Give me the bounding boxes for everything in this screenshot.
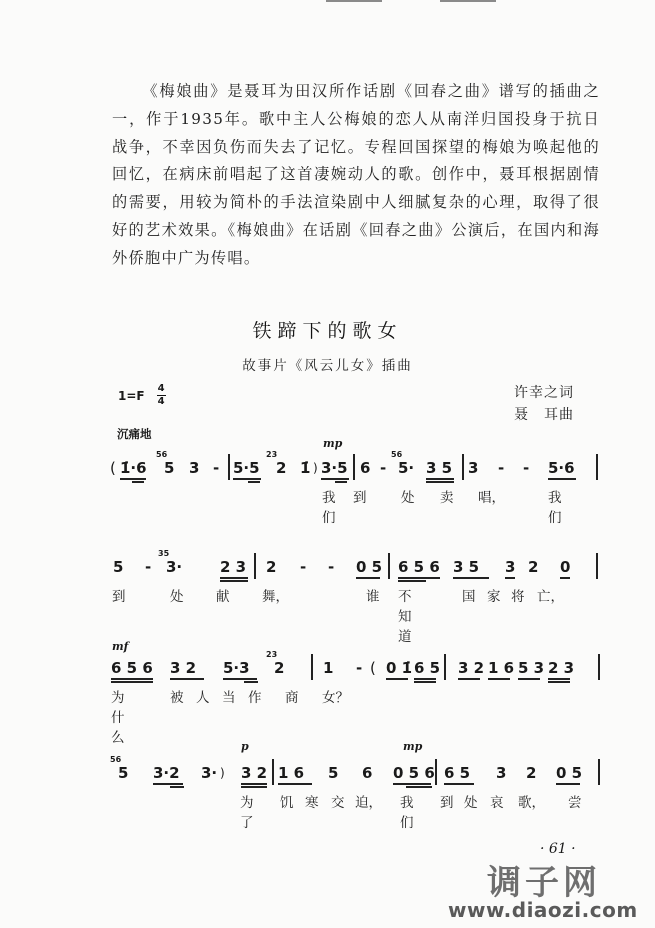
lyric: 到 [112, 589, 126, 605]
lyric: 到 [440, 795, 454, 811]
beam [414, 681, 436, 683]
note: 5·6 [548, 459, 575, 477]
note: 6 [360, 459, 371, 477]
barline [353, 454, 355, 480]
note: 3 [505, 558, 516, 576]
barline [462, 454, 464, 480]
note: 0 5 [356, 558, 383, 576]
note: 5 3 [518, 659, 545, 677]
intro-paragraph [112, 78, 600, 273]
note: - [213, 459, 220, 477]
barline [444, 654, 446, 680]
lyric: 我们 [400, 795, 414, 831]
time-bottom: 4 [157, 396, 165, 407]
note: 3·5 [321, 459, 348, 477]
barline [598, 759, 600, 785]
beam [393, 783, 431, 785]
lyric: 为什么 [111, 690, 126, 746]
page-number: · 61 · [540, 841, 576, 857]
beam [223, 678, 257, 680]
note: 3 2 [170, 659, 197, 677]
lyric: 不知道 [398, 589, 413, 645]
beam [233, 478, 261, 480]
note: 6 5 6 [111, 659, 153, 677]
lyric: 卖 [440, 490, 454, 506]
lyric: 国 [462, 589, 476, 605]
beam [278, 783, 312, 785]
lyric: 迫， [355, 795, 382, 811]
credits [514, 382, 574, 426]
note: 3 2 [241, 764, 268, 782]
lyric: 饥 [280, 795, 294, 811]
lyric: 当 [222, 690, 236, 706]
beam [170, 786, 184, 788]
lyric: 献 [216, 589, 230, 605]
note: 2 [528, 558, 539, 576]
beam [220, 577, 248, 579]
note: 5 [164, 459, 175, 477]
note: - [300, 558, 307, 576]
beam [321, 478, 349, 480]
beam [453, 577, 489, 579]
song-subtitle: 故事片《风云儿女》插曲 [242, 358, 413, 374]
note: 3·2 [153, 764, 180, 782]
lyric: 女？ [322, 690, 349, 706]
grace-note: 23 [266, 650, 278, 659]
note: - [523, 459, 530, 477]
note: 3· [201, 764, 218, 782]
beam [414, 678, 436, 680]
beam [244, 681, 258, 683]
note: 2 [526, 764, 537, 782]
lyric: 谁 [366, 589, 380, 605]
note: 5 [118, 764, 129, 782]
grace-note: 56 [391, 450, 403, 459]
composer: 聂 耳曲 [514, 407, 574, 423]
note: 0 5 6 [393, 764, 435, 782]
note: 3 [468, 459, 479, 477]
note: 1 6 [278, 764, 305, 782]
grace-note: 56 [156, 450, 168, 459]
lyric: 人 [196, 690, 210, 706]
beam [111, 681, 153, 683]
lyric: 我们 [548, 490, 562, 526]
grace-note: 35 [158, 549, 170, 558]
scan-edge-mark-left [326, 0, 382, 2]
note: 3 2 [458, 659, 485, 677]
lyric: 处 [464, 795, 478, 811]
note: 1̇ [300, 459, 311, 477]
watermark-url[interactable]: www.diaozi.com [448, 898, 638, 922]
lyric: 家 [487, 589, 501, 605]
beam [560, 577, 570, 579]
note: 3 5 [453, 558, 480, 576]
barline [598, 654, 600, 680]
note: - [145, 558, 152, 576]
barline [596, 553, 598, 579]
note: 3 [189, 459, 200, 477]
grace-note: 23 [266, 450, 278, 459]
note: 5·3 [223, 659, 250, 677]
note: 2 [266, 558, 277, 576]
note: 0 1̇ [386, 659, 413, 677]
barline [272, 759, 274, 785]
beam [426, 481, 454, 483]
beam [170, 678, 204, 680]
barline [228, 454, 230, 480]
note: 0 [560, 558, 571, 576]
lyric: 歌， [518, 795, 545, 811]
beam [488, 678, 510, 680]
key-label: 1=F [118, 388, 145, 403]
lyric: 处 [401, 490, 415, 506]
beam [458, 678, 480, 680]
scan-edge-mark-right [440, 0, 496, 2]
beam [335, 481, 347, 483]
lyric: 将 [511, 589, 525, 605]
beam [220, 580, 248, 582]
beam [548, 681, 570, 683]
beam [398, 580, 426, 582]
time-signature [157, 384, 166, 407]
note: 5·5 [233, 459, 260, 477]
time-top: 4 [157, 383, 165, 394]
note: 1̇·6 [120, 459, 147, 477]
lyric: 寒 [305, 795, 319, 811]
note: 3 5 [426, 459, 453, 477]
note: - [498, 459, 505, 477]
key-signature [118, 384, 166, 407]
lyric: 我们 [322, 490, 336, 526]
lyric: 处 [170, 589, 184, 605]
beam [386, 678, 408, 680]
note: ) [313, 461, 318, 475]
note: 5 [328, 764, 339, 782]
lyric: 唱， [478, 490, 505, 506]
note: 6 5 [444, 764, 471, 782]
beam [548, 478, 576, 480]
dynamic-mp-2: mp [403, 740, 423, 753]
barline [311, 654, 313, 680]
beam [444, 783, 474, 785]
note: 3 [496, 764, 507, 782]
beam [398, 577, 440, 579]
note: - [328, 558, 335, 576]
watermark-logo: 调子网 [487, 863, 601, 903]
beam [153, 783, 183, 785]
lyric: 为了 [240, 795, 260, 831]
intro-text: 《梅娘曲》是聂耳为田汉所作话剧《回春之曲》谱写的插曲之一，作于1935年。歌中主人公梅娘的恋人从南洋归国投身于抗日战争，不幸因负伤而失去了记忆。专程回国探望的梅娘为唤起他的回忆，在病床前唱起了这首凄婉动人的歌。创作中，聂耳根据剧情的需要，用较为简朴的手法渲染剧中人细腻复杂的心理，取得了很好的艺术效果。《梅娘曲》在话剧《回春之曲》公演后，在国内和海外侨胞中广为传唱。 [112, 82, 600, 267]
beam [120, 478, 146, 480]
note: 3· [166, 558, 183, 576]
grace-note: 56 [110, 755, 122, 764]
dynamic-p: p [241, 740, 249, 753]
beam [356, 577, 380, 579]
tempo-marking: 沉痛地 [117, 427, 152, 441]
beam [406, 786, 432, 788]
beam [426, 478, 454, 480]
note: 6 [362, 764, 373, 782]
barline [435, 759, 437, 785]
note: 5 [113, 558, 124, 576]
barline [254, 553, 256, 579]
barline [596, 454, 598, 480]
lyric: 交 [331, 795, 345, 811]
note: ) [220, 766, 225, 780]
note: 2 [276, 459, 287, 477]
beam [111, 678, 153, 680]
lyric: 舞， [262, 589, 289, 605]
beam [241, 786, 267, 788]
note: 1 [323, 659, 334, 677]
note: 1 6 [488, 659, 515, 677]
lyric: 尝 [568, 795, 582, 811]
beam [248, 481, 260, 483]
note: 2 [274, 659, 285, 677]
note: - [356, 659, 363, 677]
lyric: 哀 [490, 795, 504, 811]
note: 6 5 [414, 659, 441, 677]
beam [556, 783, 580, 785]
lyric: 亡， [537, 589, 564, 605]
beam [241, 783, 267, 785]
dynamic-mf: mf [112, 640, 129, 653]
note: 2 3 [548, 659, 575, 677]
lyricist: 许幸之词 [514, 385, 574, 401]
lyric: 商 [285, 690, 299, 706]
note: 2 3 [220, 558, 247, 576]
song-title: 铁蹄下的歌女 [252, 320, 403, 342]
beam [548, 678, 570, 680]
note: 0 5 [556, 764, 583, 782]
dynamic-mp-1: mp [323, 437, 343, 450]
note: ( [370, 659, 376, 677]
note: 6 5 6 [398, 558, 440, 576]
lyric: 到 [353, 490, 367, 506]
note: 5· [398, 459, 415, 477]
note: - [380, 459, 387, 477]
lyric: 作 [248, 690, 262, 706]
beam [505, 577, 515, 579]
beam [132, 481, 144, 483]
barline [388, 553, 390, 579]
note: ( [110, 459, 116, 477]
lyric: 被 [170, 690, 184, 706]
beam [518, 678, 540, 680]
